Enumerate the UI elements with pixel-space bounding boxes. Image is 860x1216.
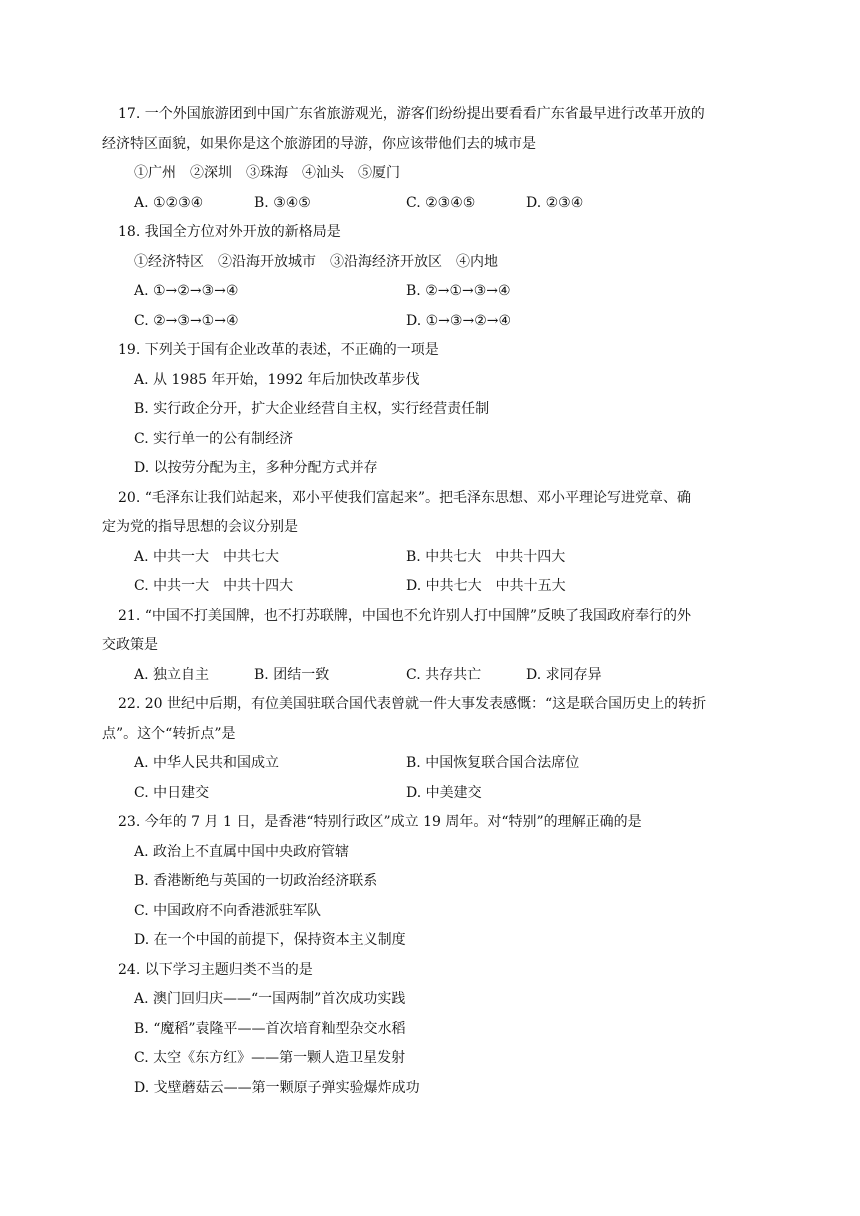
option-d: D. 戈壁蘑菇云——第一颗原子弹实验爆炸成功 bbox=[134, 1080, 420, 1096]
option-d: D. ①→③→②→④ bbox=[406, 313, 512, 329]
option-b: B. ②→①→③→④ bbox=[406, 283, 511, 299]
option-b: B. 中共七大 中共十四大 bbox=[406, 549, 566, 565]
question-stem-line: 17. 一个外国旅游团到中国广东省旅游观光，游客们纷纷提出要看看广东省最早进行改革开放的 bbox=[118, 106, 705, 122]
option-d: D. 在一个中国的前提下，保持资本主义制度 bbox=[134, 932, 406, 948]
question-stem-line: 交政策是 bbox=[102, 637, 158, 653]
question-choices-list: ①广州 ②深圳 ③珠海 ④汕头 ⑤厦门 bbox=[134, 165, 400, 181]
question-stem-line: 点”。这个“转折点”是 bbox=[102, 726, 236, 742]
question-stem-line: 22. 20 世纪中后期，有位美国驻联合国代表曾就一件大事发表感慨：“这是联合国历史上的转折 bbox=[118, 696, 707, 712]
question-stem-line: 23. 今年的 7 月 1 日，是香港“特别行政区”成立 19 周年。对“特别”的理解正确的是 bbox=[118, 814, 642, 830]
option-c: C. 太空《东方红》——第一颗人造卫星发射 bbox=[134, 1050, 406, 1066]
option-b: B. 香港断绝与英国的一切政治经济联系 bbox=[134, 873, 378, 889]
option-c: C. 共存共亡 bbox=[406, 667, 482, 683]
option-d: D. 中美建交 bbox=[406, 785, 482, 801]
question-stem-line: 18. 我国全方位对外开放的新格局是 bbox=[118, 224, 341, 240]
option-c: C. ②③④⑤ bbox=[406, 195, 476, 211]
question-stem-line: 经济特区面貌，如果你是这个旅游团的导游，你应该带他们去的城市是 bbox=[102, 136, 536, 152]
option-b: B. 团结一致 bbox=[254, 667, 330, 683]
option-c: C. 中日建交 bbox=[134, 785, 210, 801]
option-a: A. 澳门回归庆——“一国两制”首次成功实践 bbox=[134, 991, 406, 1007]
option-a: A. 政治上不直属中国中央政府管辖 bbox=[134, 844, 350, 860]
question-choices-list: ①经济特区 ②沿海开放城市 ③沿海经济开放区 ④内地 bbox=[134, 254, 498, 270]
option-a: A. 中华人民共和国成立 bbox=[134, 755, 280, 771]
option-c: C. 中共一大 中共十四大 bbox=[134, 578, 294, 594]
option-b: B. “魔稻”袁隆平——首次培育籼型杂交水稻 bbox=[134, 1021, 406, 1037]
question-stem-line: 定为党的指导思想的会议分别是 bbox=[102, 519, 298, 535]
question-stem-line: 19. 下列关于国有企业改革的表述，不正确的一项是 bbox=[118, 342, 439, 358]
question-stem-line: 24. 以下学习主题归类不当的是 bbox=[118, 962, 313, 978]
option-d: D. 中共七大 中共十五大 bbox=[406, 578, 566, 594]
option-a: A. ①→②→③→④ bbox=[134, 283, 239, 299]
option-d: D. 求同存异 bbox=[526, 667, 602, 683]
option-a: A. 中共一大 中共七大 bbox=[134, 549, 280, 565]
option-c: C. 实行单一的公有制经济 bbox=[134, 431, 294, 447]
option-c: C. 中国政府不向香港派驻军队 bbox=[134, 903, 322, 919]
option-a: A. 独立自主 bbox=[134, 667, 210, 683]
option-b: B. ③④⑤ bbox=[254, 195, 311, 211]
option-b: B. 中国恢复联合国合法席位 bbox=[406, 755, 580, 771]
option-c: C. ②→③→①→④ bbox=[134, 313, 239, 329]
option-d: D. ②③④ bbox=[526, 195, 584, 211]
option-a: A. ①②③④ bbox=[134, 195, 204, 211]
option-a: A. 从 1985 年开始，1992 年后加快改革步伐 bbox=[134, 372, 420, 388]
option-d: D. 以按劳分配为主，多种分配方式并存 bbox=[134, 460, 378, 476]
question-stem-line: 21. “中国不打美国牌，也不打苏联牌，中国也不允许别人打中国牌”反映了我国政府奉行的外 bbox=[118, 608, 692, 624]
question-stem-line: 20. “毛泽东让我们站起来，邓小平使我们富起来”。把毛泽东思想、邓小平理论写进党章、确 bbox=[118, 490, 692, 506]
option-b: B. 实行政企分开，扩大企业经营自主权，实行经营责任制 bbox=[134, 401, 490, 417]
